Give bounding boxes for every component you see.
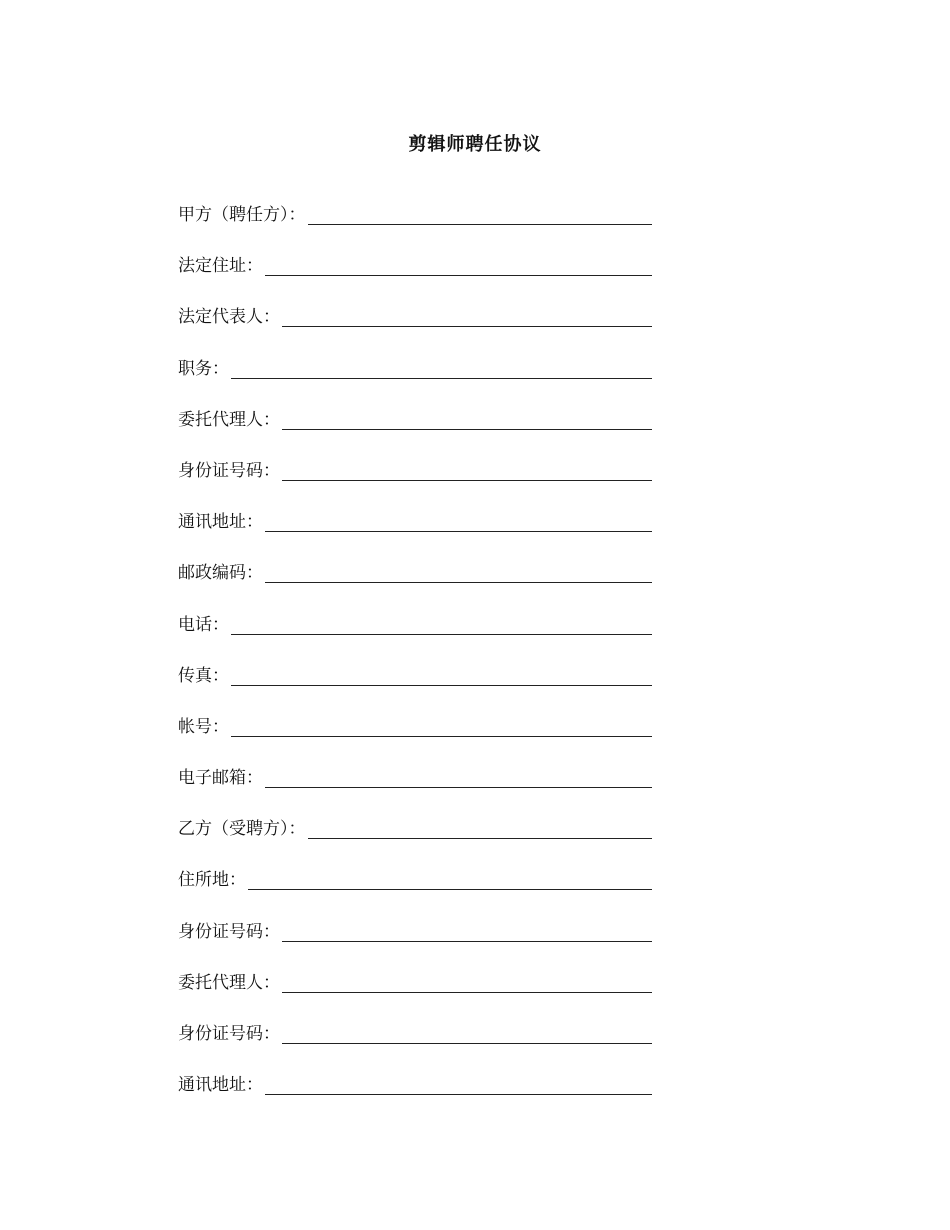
field-label: 帐号： — [178, 716, 229, 737]
fill-in-line[interactable] — [248, 889, 652, 890]
fill-in-line[interactable] — [308, 224, 653, 225]
field-id-number-b — [178, 919, 652, 943]
fill-in-line[interactable] — [231, 736, 652, 737]
field-postal-code — [178, 560, 652, 584]
field-label: 法定代表人： — [178, 307, 280, 328]
fill-in-line[interactable] — [265, 787, 652, 788]
fill-in-line[interactable] — [265, 582, 652, 583]
field-label: 身份证号码： — [178, 460, 280, 481]
fill-in-line[interactable] — [282, 429, 652, 430]
field-label: 传真： — [178, 665, 229, 686]
field-position — [178, 356, 652, 380]
field-agent-a — [178, 407, 652, 431]
fill-in-line[interactable] — [265, 1094, 652, 1095]
field-label: 住所地： — [178, 870, 246, 891]
field-id-number-a — [178, 458, 652, 482]
fill-in-line[interactable] — [265, 531, 652, 532]
document-title: 剪辑师聘任协议 — [408, 134, 542, 155]
field-legal-representative — [178, 304, 652, 328]
field-legal-address — [178, 253, 652, 277]
field-label: 法定住址： — [178, 256, 263, 277]
field-party-b — [178, 816, 652, 840]
field-label: 身份证号码： — [178, 1024, 280, 1044]
field-mailing-address-a — [178, 509, 652, 533]
field-mailing-address-b — [178, 1072, 652, 1096]
field-label: 电子邮箱： — [178, 768, 263, 789]
fill-in-line[interactable] — [231, 685, 652, 686]
fill-in-line[interactable] — [282, 941, 652, 942]
field-label: 邮政编码： — [178, 563, 263, 584]
fill-in-line[interactable] — [231, 378, 652, 379]
field-label: 通讯地址： — [178, 512, 263, 533]
field-label: 乙方（受聘方）： — [178, 819, 306, 840]
fill-in-line[interactable] — [282, 992, 652, 993]
field-label: 委托代理人： — [178, 972, 280, 993]
field-label: 通讯地址： — [178, 1075, 263, 1096]
field-label: 电话： — [178, 614, 229, 635]
field-label: 职务： — [178, 358, 229, 379]
field-label: 身份证号码： — [178, 921, 280, 942]
field-phone — [178, 612, 652, 636]
field-fax — [178, 663, 652, 687]
fill-in-line[interactable] — [282, 480, 652, 481]
field-email — [178, 765, 652, 789]
form-field-list — [178, 202, 652, 1123]
fill-in-line[interactable] — [308, 838, 653, 839]
fill-in-line[interactable] — [231, 634, 652, 635]
fill-in-line[interactable] — [265, 275, 652, 276]
field-label: 甲方（聘任方）： — [178, 205, 306, 225]
field-party-a — [178, 202, 652, 226]
field-residence — [178, 867, 652, 891]
fill-in-line[interactable] — [282, 1043, 652, 1044]
field-account — [178, 714, 652, 738]
field-agent-id-number-b — [178, 1021, 652, 1045]
fill-in-line[interactable] — [282, 326, 652, 327]
field-agent-b — [178, 970, 652, 994]
field-label: 委托代理人： — [178, 409, 280, 430]
